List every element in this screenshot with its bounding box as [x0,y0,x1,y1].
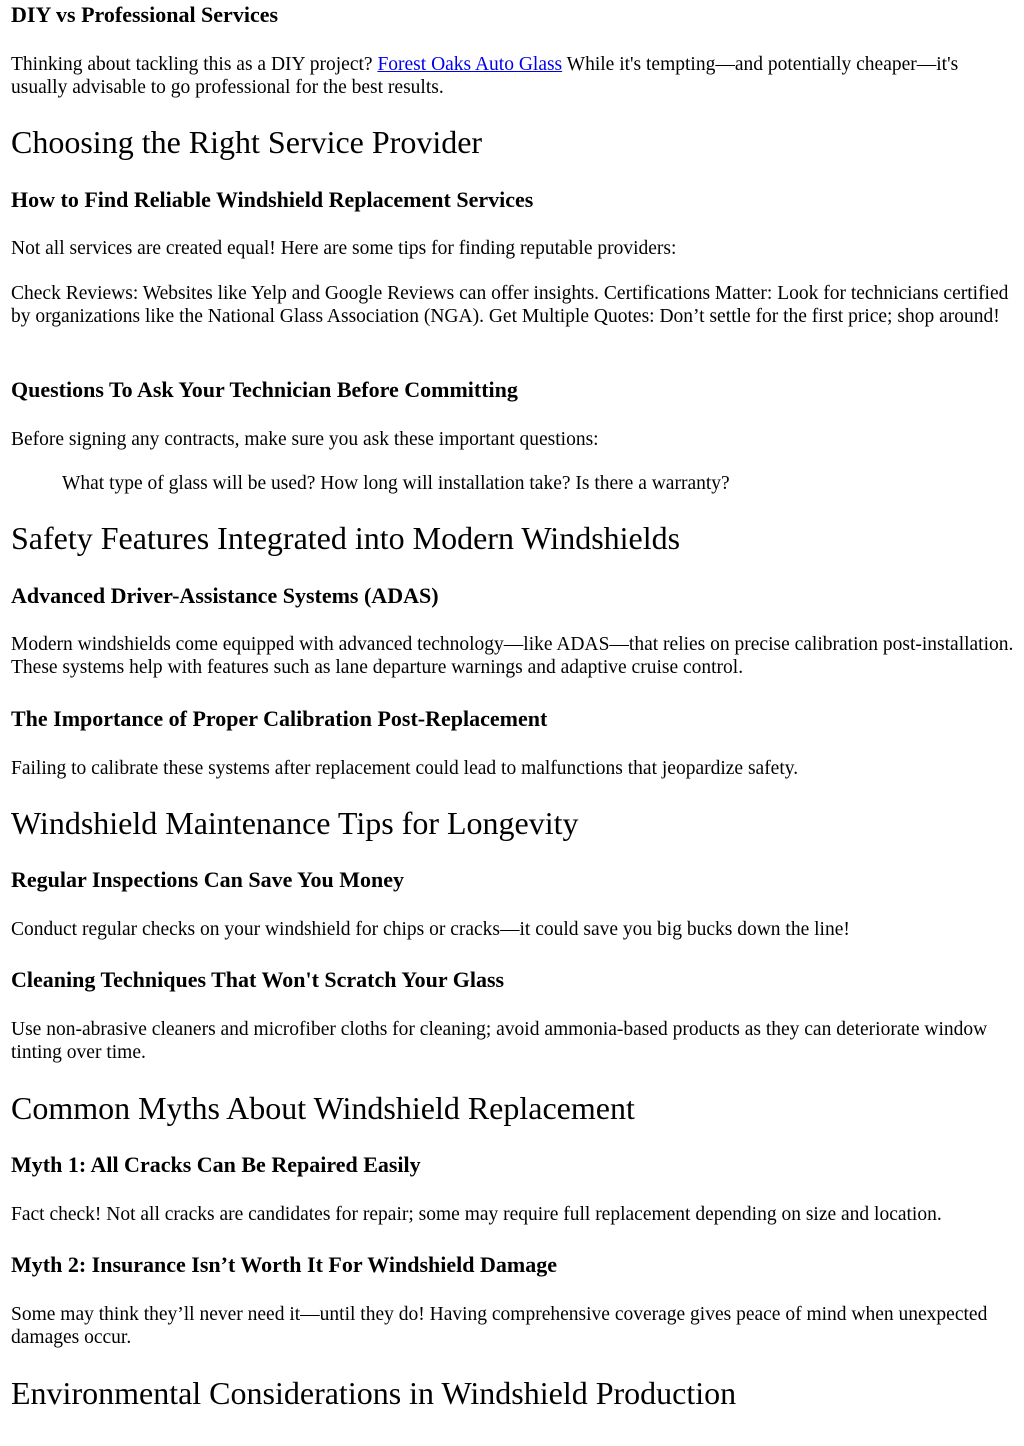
heading-adas: Advanced Driver-Assistance Systems (ADAS) [11,583,439,608]
heading-environmental-considerations: Environmental Considerations in Windshield Production [11,1375,737,1411]
paragraph-calibration: Failing to calibrate these systems after replacement could lead to malfunctions that jeopardize safety. [11,758,799,779]
heading-maintenance-tips: Windshield Maintenance Tips for Longevity [11,805,579,841]
heading-common-myths: Common Myths About Windshield Replacement [11,1090,635,1126]
diy-text-before-link: Thinking about tackling this as a DIY project? [11,54,378,75]
paragraph-diy [11,53,1017,99]
heading-cleaning-techniques: Cleaning Techniques That Won't Scratch Your Glass [11,967,505,992]
heading-myth-1: Myth 1: All Cracks Can Be Repaired Easily [11,1152,421,1177]
paragraph-adas: Modern windshields come equipped with advanced technology—like ADAS—that relies on precise calibration post-installation. These systems help with features such as lane departure warnings and adaptive cruise control. [11,634,1014,678]
heading-regular-inspections: Regular Inspections Can Save You Money [11,867,404,892]
heading-questions-technician: Questions To Ask Your Technician Before Committing [11,377,518,402]
heading-find-reliable-services: How to Find Reliable Windshield Replacement Services [11,187,534,212]
heading-calibration: The Importance of Proper Calibration Post-Replacement [11,706,548,731]
diy-text-after-link: While it's tempting—and potentially cheaper—it's usually advisable to go professional for the best results. [11,54,959,98]
paragraph-myth-1: Fact check! Not all cracks are candidates for repair; some may require full replacement depending on size and location. [11,1204,942,1225]
heading-diy-vs-professional: DIY vs Professional Services [11,2,279,27]
paragraph-find-tips: Check Reviews: Websites like Yelp and Google Reviews can offer insights. Certifications Matter: Look for technicians certified by organizations like the National Glass Association (NGA). Get Multiple Quotes: Don’t settle for the first price; shop around! [11,283,1009,327]
forest-oaks-auto-glass-link[interactable]: Forest Oaks Auto Glass [377,54,563,75]
paragraph-find-intro: Not all services are created equal! Here are some tips for finding reputable providers: [11,238,677,259]
paragraph-questions-intro: Before signing any contracts, make sure you ask these important questions: [11,429,599,450]
heading-choosing-provider: Choosing the Right Service Provider [11,124,483,160]
paragraph-inspections: Conduct regular checks on your windshield for chips or cracks—it could save you big bucks down the line! [11,919,850,940]
blockquote-questions-list: What type of glass will be used? How long will installation take? Is there a warranty? [62,473,730,494]
heading-safety-features: Safety Features Integrated into Modern Windshields [11,520,681,556]
paragraph-myth-2: Some may think they’ll never need it—until they do! Having comprehensive coverage gives peace of mind when unexpected damages occur. [11,1304,988,1348]
paragraph-cleaning: Use non-abrasive cleaners and microfiber cloths for cleaning; avoid ammonia-based products as they can deteriorate window tinting over time. [11,1019,988,1063]
heading-myth-2: Myth 2: Insurance Isn’t Worth It For Windshield Damage [11,1252,557,1277]
